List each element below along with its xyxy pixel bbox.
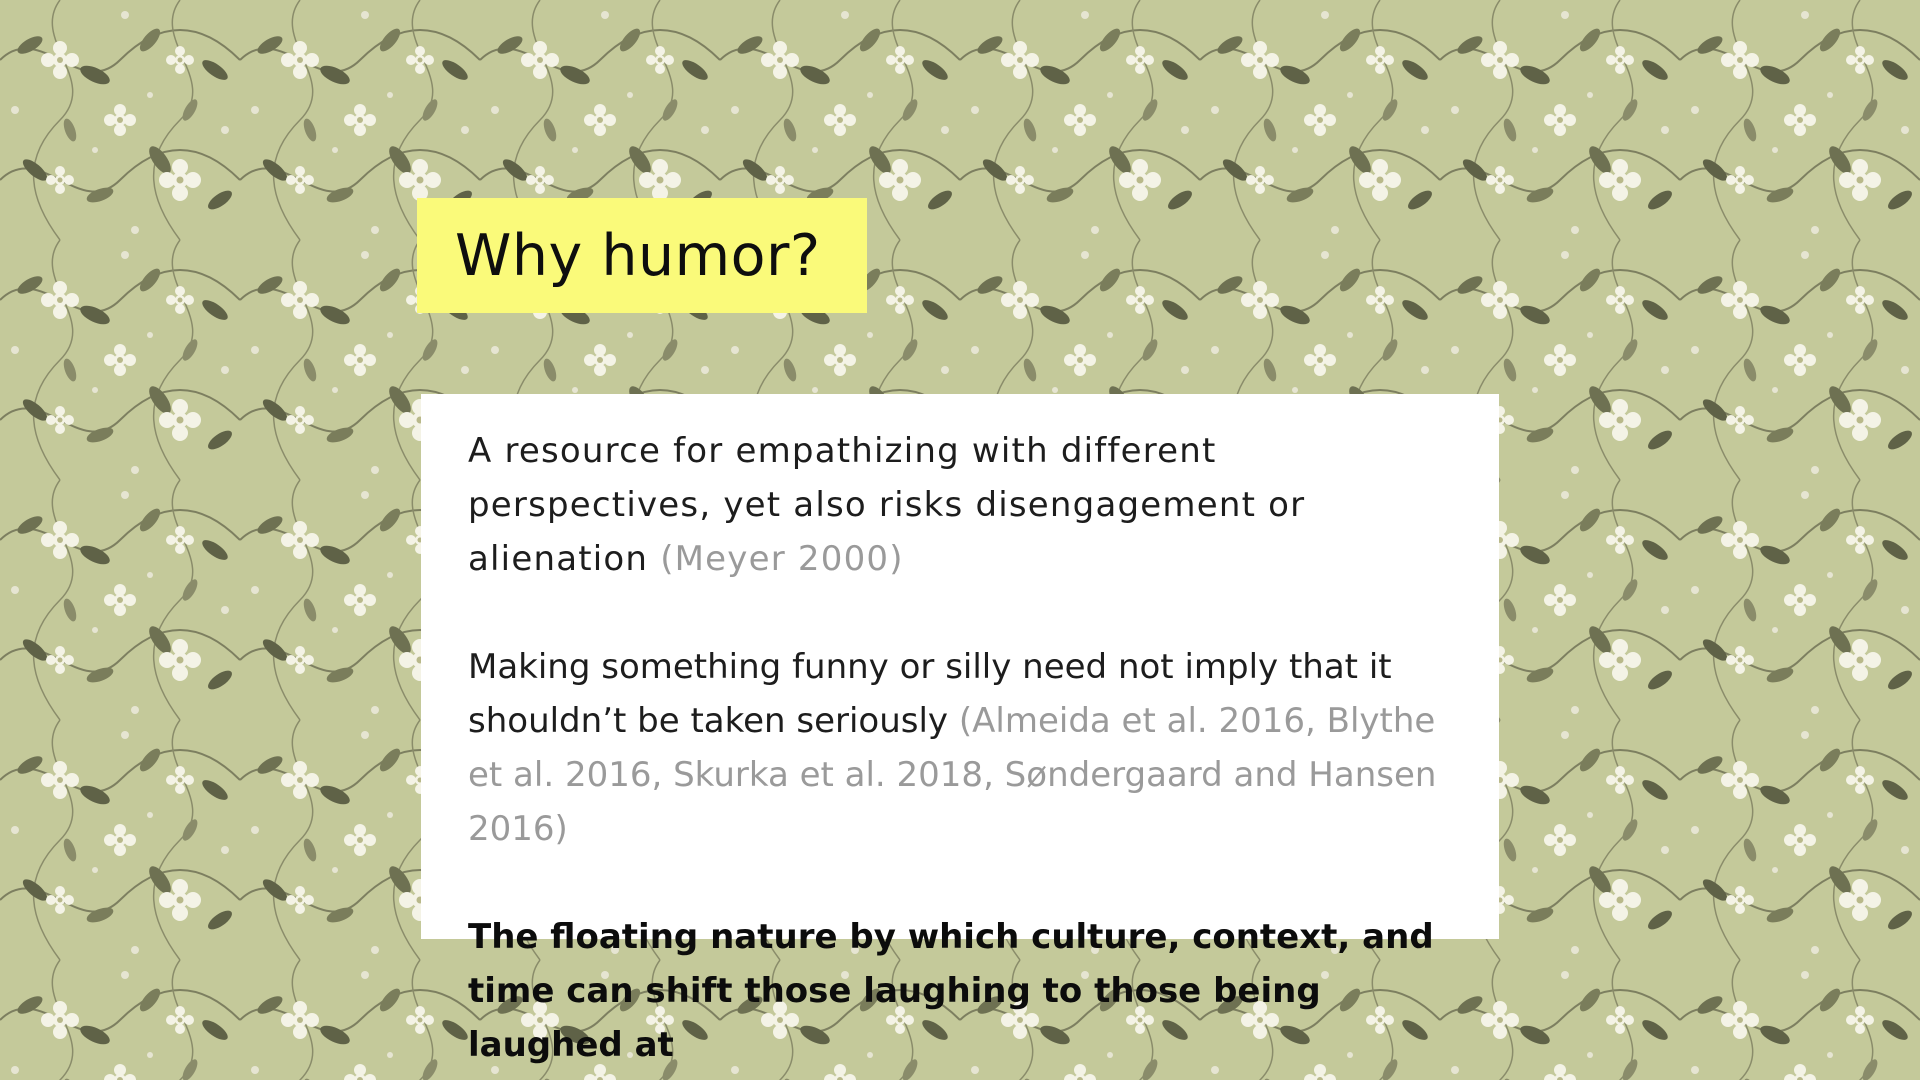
point-3 <box>468 910 1469 1072</box>
slide-title: Why humor? <box>455 222 821 289</box>
title-highlight-box <box>417 198 867 313</box>
point-3-text: The floating nature by which culture, context, and time can shift those laughing to those being laughed at <box>468 917 1434 1065</box>
point-1-text: A resource for empathizing with different perspectives, yet also risks disengagement or alienation <box>468 431 1306 579</box>
point-1 <box>468 424 1469 586</box>
point-1-citation: (Meyer 2000) <box>660 539 904 579</box>
point-2-text: Making something funny or silly need not imply that it shouldn’t be taken seriously <box>468 647 1392 741</box>
point-2 <box>468 640 1469 856</box>
point-2-citation: (Almeida et al. 2016, Blythe et al. 2016, Skurka et al. 2018, Søndergaard and Hansen 2016) <box>468 701 1437 849</box>
content-card <box>421 394 1499 1065</box>
